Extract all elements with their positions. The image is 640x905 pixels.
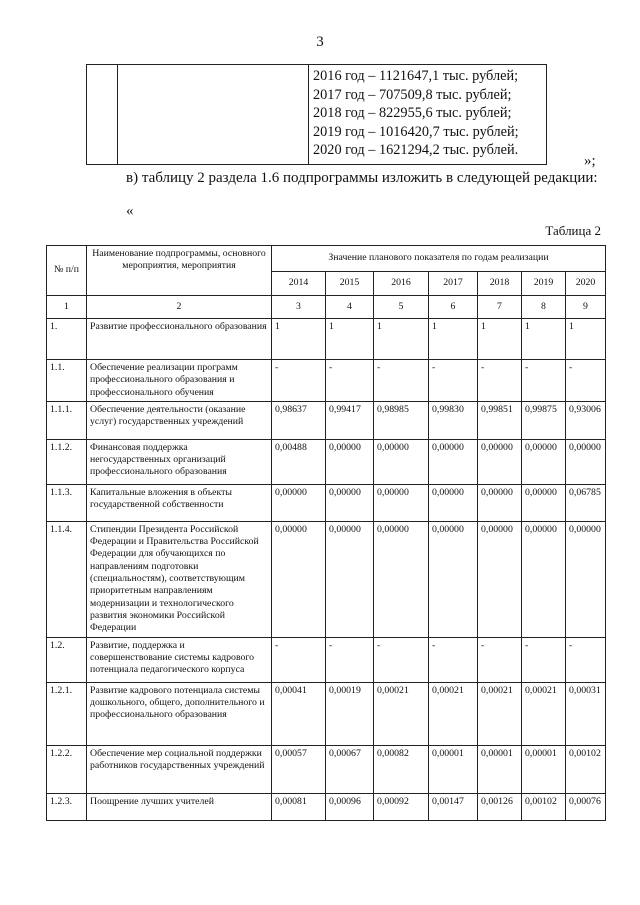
column-number: 8 bbox=[522, 296, 566, 319]
table-row bbox=[47, 360, 606, 402]
row-name: Финансовая поддержка негосударственных организаций профессионального образования bbox=[87, 439, 272, 484]
table-row bbox=[47, 401, 606, 439]
value-cell: - bbox=[326, 360, 374, 402]
value-cell: 0,00000 bbox=[522, 521, 566, 637]
value-cell: - bbox=[478, 637, 522, 682]
value-cell: 1 bbox=[374, 319, 429, 360]
header-year: 2017 bbox=[429, 272, 478, 296]
funding-line: 2016 год – 1121647,1 тыс. рублей; bbox=[313, 68, 519, 84]
value-cell: 0,00057 bbox=[272, 745, 326, 793]
row-name: Развитие, поддержка и совершенствование системы кадрового потенциала педагогического корпуса bbox=[87, 637, 272, 682]
page-number: 3 bbox=[316, 34, 324, 50]
indicator-table bbox=[46, 245, 606, 821]
value-cell: - bbox=[522, 360, 566, 402]
column-number: 2 bbox=[87, 296, 272, 319]
value-cell: 0,00021 bbox=[522, 682, 566, 745]
value-cell: - bbox=[522, 637, 566, 682]
header-num: № п/п bbox=[47, 246, 87, 296]
value-cell: 0,00000 bbox=[374, 484, 429, 521]
value-cell: 0,00001 bbox=[478, 745, 522, 793]
row-number: 1.1.1. bbox=[47, 401, 87, 439]
row-number: 1.2.2. bbox=[47, 745, 87, 793]
value-cell: - bbox=[478, 360, 522, 402]
value-cell: 0,00000 bbox=[429, 439, 478, 484]
value-cell: 0,00000 bbox=[272, 521, 326, 637]
value-cell: 0,00067 bbox=[326, 745, 374, 793]
value-cell: 0,00000 bbox=[326, 521, 374, 637]
funding-line: 2017 год – 707509,8 тыс. рублей; bbox=[313, 86, 512, 103]
value-cell: 0,00000 bbox=[374, 521, 429, 637]
value-cell: 0,93006 bbox=[566, 401, 606, 439]
row-number: 1.2. bbox=[47, 637, 87, 682]
column-number: 3 bbox=[272, 296, 326, 319]
value-cell: 0,00488 bbox=[272, 439, 326, 484]
value-cell: 0,00000 bbox=[522, 439, 566, 484]
header-year: 2014 bbox=[272, 272, 326, 296]
value-cell: 0,00021 bbox=[374, 682, 429, 745]
value-cell: 0,00000 bbox=[522, 484, 566, 521]
table-row bbox=[47, 793, 606, 820]
header-year: 2018 bbox=[478, 272, 522, 296]
closing-quote: »; bbox=[584, 153, 596, 169]
table-row bbox=[47, 439, 606, 484]
value-cell: 0,00076 bbox=[566, 793, 606, 820]
header-values-group: Значение планового показателя по годам реализации bbox=[272, 246, 606, 272]
row-name: Поощрение лучших учителей bbox=[87, 793, 272, 820]
value-cell: - bbox=[374, 637, 429, 682]
value-cell: 0,99875 bbox=[522, 401, 566, 439]
value-cell: - bbox=[566, 360, 606, 402]
value-cell: 1 bbox=[272, 319, 326, 360]
column-number: 4 bbox=[326, 296, 374, 319]
value-cell: 0,00102 bbox=[566, 745, 606, 793]
opening-quote: « bbox=[126, 203, 134, 219]
row-number: 1.1.2. bbox=[47, 439, 87, 484]
value-cell: 1 bbox=[429, 319, 478, 360]
indicator-table-body bbox=[47, 296, 606, 821]
table-row bbox=[47, 637, 606, 682]
row-name: Капитальные вложения в объекты государственной собственности bbox=[87, 484, 272, 521]
value-cell: 0,00000 bbox=[566, 439, 606, 484]
value-cell: 0,00000 bbox=[478, 521, 522, 637]
value-cell: 0,00000 bbox=[429, 484, 478, 521]
table-label: Таблица 2 bbox=[545, 223, 601, 238]
value-cell: 0,00021 bbox=[478, 682, 522, 745]
funding-by-year-cell bbox=[309, 65, 547, 165]
header-year: 2015 bbox=[326, 272, 374, 296]
row-name: Стипендии Президента Российской Федерации и Правительства Российской Федерации для обучающихся по направлениям подготовки (специальностям), соответствующим приоритетным направлениям модернизации и технологического развития экономики Российской Федерации bbox=[87, 521, 272, 637]
value-cell: 0,06785 bbox=[566, 484, 606, 521]
value-cell: 0,98637 bbox=[272, 401, 326, 439]
value-cell: 0,00096 bbox=[326, 793, 374, 820]
value-cell: 0,00126 bbox=[478, 793, 522, 820]
value-cell: 1 bbox=[478, 319, 522, 360]
row-number: 1.1. bbox=[47, 360, 87, 402]
value-cell: 0,00147 bbox=[429, 793, 478, 820]
value-cell: 0,00000 bbox=[478, 439, 522, 484]
value-cell: 0,00082 bbox=[374, 745, 429, 793]
table-row bbox=[47, 319, 606, 360]
value-cell: 0,98985 bbox=[374, 401, 429, 439]
value-cell: 1 bbox=[522, 319, 566, 360]
row-name: Обеспечение реализации программ профессионального образования и профессионального обучения bbox=[87, 360, 272, 402]
funding-line: 2020 год – 1621294,2 тыс. рублей. bbox=[313, 142, 519, 159]
value-cell: 0,00000 bbox=[478, 484, 522, 521]
row-name: Развитие профессионального образования bbox=[87, 319, 272, 360]
value-cell: 1 bbox=[566, 319, 606, 360]
value-cell: - bbox=[272, 360, 326, 402]
value-cell: 0,00092 bbox=[374, 793, 429, 820]
column-number: 1 bbox=[47, 296, 87, 319]
amendment-paragraph: в) таблицу 2 раздела 1.6 подпрограммы изложить в следующей редакции: bbox=[126, 170, 598, 186]
value-cell: 0,00001 bbox=[429, 745, 478, 793]
row-number: 1.1.3. bbox=[47, 484, 87, 521]
column-number: 9 bbox=[566, 296, 606, 319]
value-cell: 0,00081 bbox=[272, 793, 326, 820]
value-cell: - bbox=[272, 637, 326, 682]
column-number: 5 bbox=[374, 296, 429, 319]
value-cell: 0,00102 bbox=[522, 793, 566, 820]
value-cell: 0,99830 bbox=[429, 401, 478, 439]
value-cell: 1 bbox=[326, 319, 374, 360]
funding-line: 2018 год – 822955,6 тыс. рублей; bbox=[313, 105, 512, 122]
value-cell: - bbox=[429, 637, 478, 682]
header-year: 2016 bbox=[374, 272, 429, 296]
funding-line: 2019 год – 1016420,7 тыс. рублей; bbox=[313, 123, 519, 140]
value-cell: 0,00031 bbox=[566, 682, 606, 745]
value-cell: 0,00000 bbox=[429, 521, 478, 637]
row-number: 1.2.3. bbox=[47, 793, 87, 820]
row-name: Развитие кадрового потенциала системы дошкольного, общего, дополнительного и профессионального образования bbox=[87, 682, 272, 745]
header-year: 2020 bbox=[566, 272, 606, 296]
value-cell: 0,00000 bbox=[566, 521, 606, 637]
continuation-cell-empty-1 bbox=[87, 65, 118, 165]
value-cell: 0,00000 bbox=[272, 484, 326, 521]
value-cell: 0,00001 bbox=[522, 745, 566, 793]
row-number: 1. bbox=[47, 319, 87, 360]
continuation-cell-empty-2 bbox=[118, 65, 309, 165]
value-cell: 0,00000 bbox=[374, 439, 429, 484]
value-cell: 0,00021 bbox=[429, 682, 478, 745]
value-cell: - bbox=[566, 637, 606, 682]
value-cell: - bbox=[429, 360, 478, 402]
value-cell: 0,00041 bbox=[272, 682, 326, 745]
value-cell: - bbox=[326, 637, 374, 682]
value-cell: 0,00000 bbox=[326, 439, 374, 484]
continuation-table bbox=[86, 64, 547, 165]
header-name: Наименование подпрограммы, основного мероприятия, мероприятия bbox=[87, 246, 272, 296]
value-cell: - bbox=[374, 360, 429, 402]
value-cell: 0,99851 bbox=[478, 401, 522, 439]
row-name: Обеспечение мер социальной поддержки работников государственных учреждений bbox=[87, 745, 272, 793]
table-row bbox=[47, 521, 606, 637]
column-number: 7 bbox=[478, 296, 522, 319]
value-cell: 0,00000 bbox=[326, 484, 374, 521]
row-number: 1.1.4. bbox=[47, 521, 87, 637]
table-row bbox=[47, 484, 606, 521]
row-name: Обеспечение деятельности (оказание услуг) государственных учреждений bbox=[87, 401, 272, 439]
row-number: 1.2.1. bbox=[47, 682, 87, 745]
value-cell: 0,99417 bbox=[326, 401, 374, 439]
table-row bbox=[47, 682, 606, 745]
table-row bbox=[47, 745, 606, 793]
header-year: 2019 bbox=[522, 272, 566, 296]
value-cell: 0,00019 bbox=[326, 682, 374, 745]
column-number: 6 bbox=[429, 296, 478, 319]
